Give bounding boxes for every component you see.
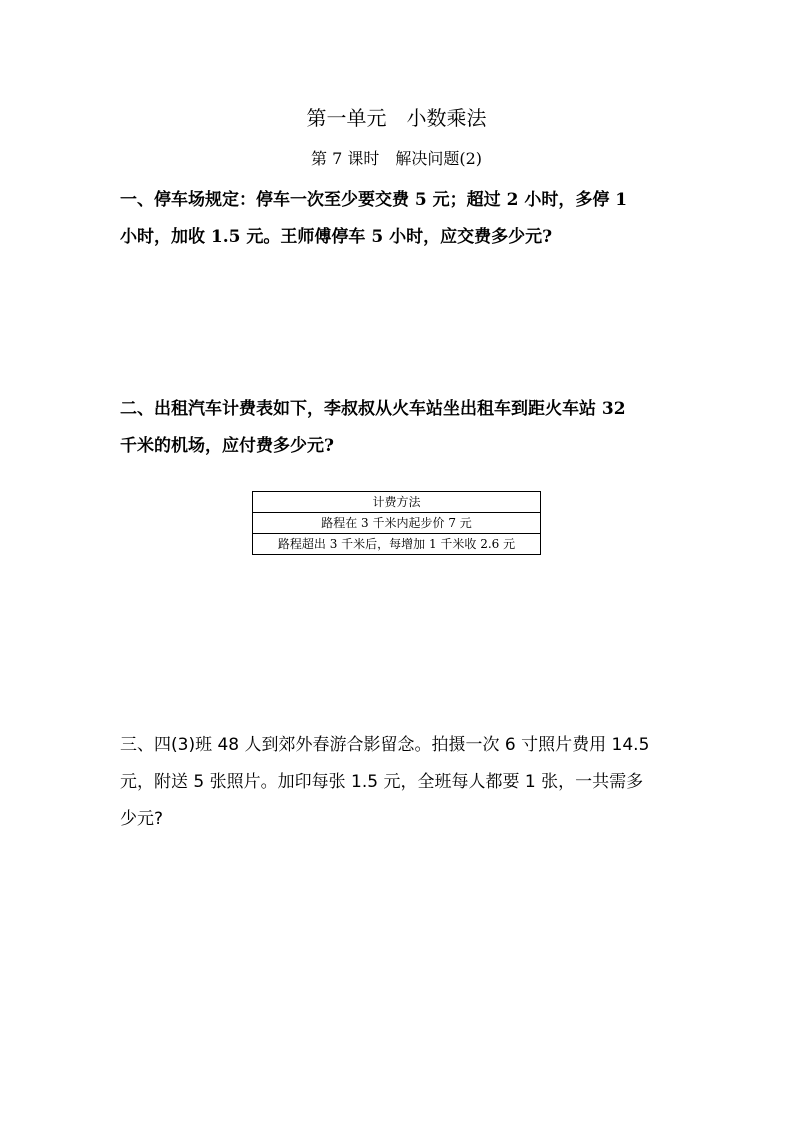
question-3 xyxy=(120,729,680,835)
page-title: 第一单元 小数乘法 xyxy=(306,106,487,130)
question-3-line-3: 少元? xyxy=(120,809,164,829)
fare-table-header-row xyxy=(253,492,541,513)
lesson-subtitle: 第 7 课时 解决问题(2) xyxy=(310,149,483,168)
fare-table xyxy=(252,491,541,555)
fare-table-row xyxy=(253,513,541,534)
fare-table-row xyxy=(253,534,541,555)
fare-table-row-base: 路程在 3 千米内起步价 7 元 xyxy=(253,513,541,534)
question-3-line-2: 元，附送 5 张照片。加印每张 1.5 元，全班每人都要 1 张，一共需多 xyxy=(120,772,644,792)
question-1-line-1: 一、停车场规定：停车一次至少要交费 5 元；超过 2 小时，多停 1 xyxy=(120,190,628,210)
fare-table-header: 计费方法 xyxy=(253,492,541,513)
question-1 xyxy=(120,184,680,253)
question-2-line-2: 千米的机场，应付费多少元? xyxy=(120,436,334,456)
question-2-line-1: 二、出租汽车计费表如下，李叔叔从火车站坐出租车到距火车站 32 xyxy=(120,399,626,419)
question-3-line-1: 三、四(3)班 48 人到郊外春游合影留念。拍摄一次 6 寸照片费用 14.5 xyxy=(120,735,650,755)
question-1-line-2: 小时，加收 1.5 元。王师傅停车 5 小时，应交费多少元? xyxy=(120,227,553,247)
question-2 xyxy=(120,393,680,462)
fare-table-row-extra: 路程超出 3 千米后，每增加 1 千米收 2.6 元 xyxy=(253,534,541,555)
